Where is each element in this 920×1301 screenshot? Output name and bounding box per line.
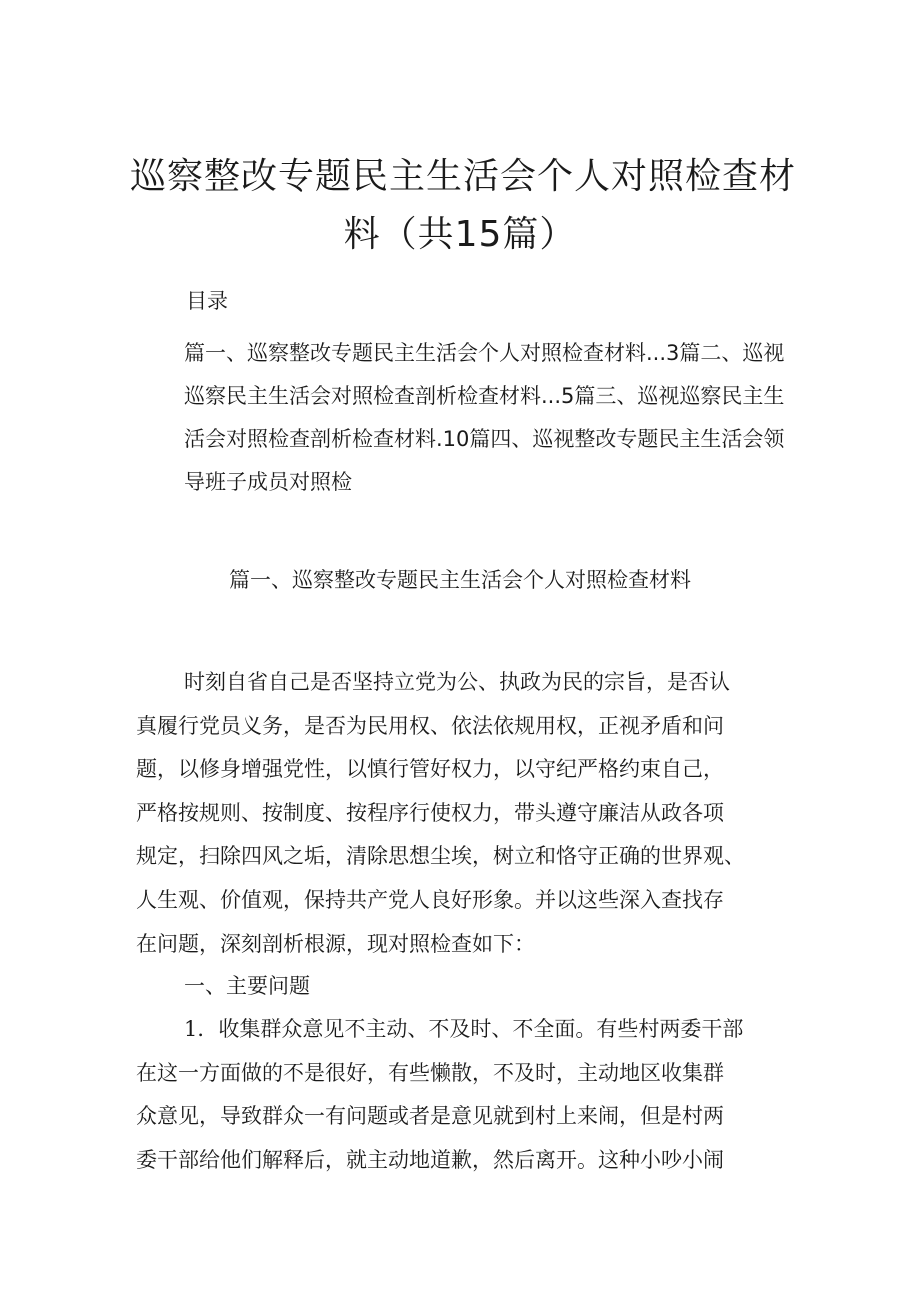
toc-line: 篇一、巡察整改专题民主生活会个人对照检查材料...3篇二、巡视 [184, 341, 785, 365]
paragraph-line: 规定，扫除四风之垢，清除思想尘埃，树立和恪守正确的世界观、 [136, 844, 745, 869]
toc-line: 活会对照检查剖析检查材料.10篇四、巡视整改专题民主生活会领 [184, 427, 785, 451]
paragraph-line: 时刻自省自己是否坚持立党为公、执政为民的宗旨，是否认 [184, 670, 730, 694]
paragraph-line: 众意见，导致群众一有问题或者是意见就到村上来闹，但是村两 [136, 1104, 724, 1129]
table-of-contents [184, 332, 796, 504]
paragraph-line: 在问题，深刻剖析根源，现对照检查如下： [136, 931, 535, 956]
toc-line: 巡察民主生活会对照检查剖析检查材料...5篇三、巡视巡察民主生 [184, 384, 785, 408]
toc-line: 导班子成员对照检 [184, 470, 352, 494]
paragraph-intro [136, 661, 796, 966]
paragraph-issue-1 [136, 1008, 796, 1182]
title-line-1: 巡察整改专题民主生活会个人对照检查材 [130, 156, 797, 197]
paragraph-line: 题，以修身增强党性，以慎行管好权力，以守纪严格约束自己， [136, 757, 724, 782]
section-heading: 篇一、巡察整改专题民主生活会个人对照检查材料 [229, 568, 691, 592]
paragraph-line: 人生观、价值观，保持共产党人良好形象。并以这些深入查找存 [136, 887, 724, 912]
toc-heading: 目录 [186, 289, 228, 313]
paragraph-line: 真履行党员义务，是否为民用权、依法依规用权，正视矛盾和问 [136, 713, 724, 738]
paragraph-line: 委干部给他们解释后，就主动地道歉，然后离开。这种小吵小闹 [136, 1147, 724, 1172]
paragraph-line: 在这一方面做的不是很好，有些懒散，不及时，主动地区收集群 [136, 1060, 724, 1085]
subheading-main-issues: 一、主要问题 [184, 974, 310, 998]
paragraph-line: 1．收集群众意见不主动、不及时、不全面。有些村两委干部 [184, 1017, 744, 1041]
document-title [130, 148, 797, 264]
paragraph-line: 严格按规则、按制度、按程序行使权力，带头遵守廉洁从政各项 [136, 800, 724, 825]
title-line-2: 料（共15篇） [343, 214, 577, 255]
